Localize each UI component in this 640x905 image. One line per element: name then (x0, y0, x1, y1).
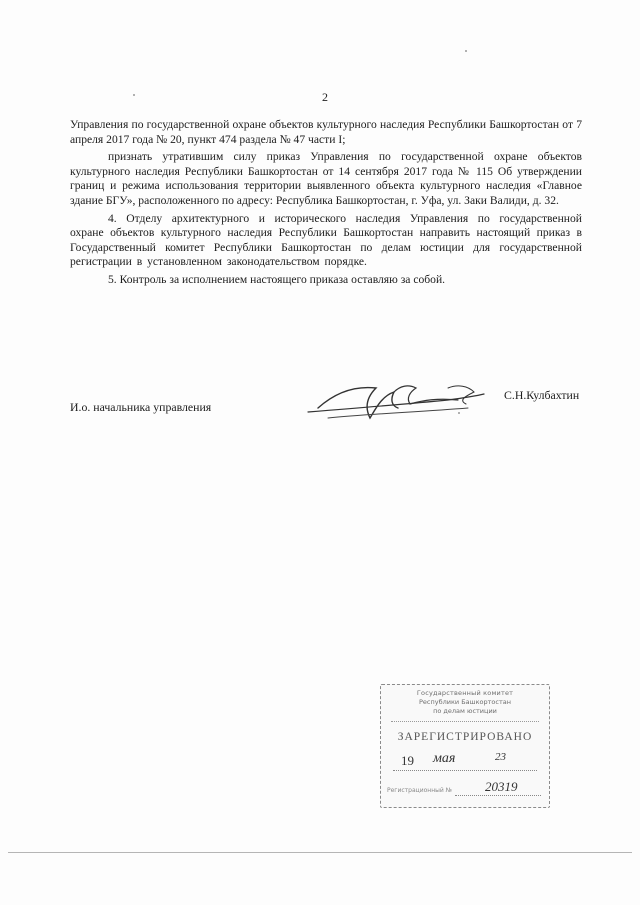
handwritten-signature (298, 378, 488, 426)
stamp-date (393, 751, 537, 773)
paragraph-4: 5. Контроль за исполнением настоящего приказа оставляю за собой. (108, 272, 446, 286)
stamp-reg-number: 20319 (485, 779, 518, 794)
scan-edge-line (8, 852, 632, 853)
scan-speck (465, 50, 467, 52)
stamp-registration-number (385, 779, 545, 801)
signatory-name: С.Н.Кулбахтин (504, 388, 580, 402)
stamp-line-1: Государственный комитет (416, 689, 514, 697)
document-body (70, 118, 582, 291)
stamp-date-day: 19 (401, 753, 414, 768)
signatory-title: И.о. начальника управления (70, 400, 212, 414)
stamp-date-underline (393, 770, 537, 771)
stamp-reg-label: Регистрационный № (387, 787, 452, 794)
stamp-divider (391, 721, 539, 722)
stamp-date-month: мая (433, 751, 456, 766)
stamp-registered-label: ЗАРЕГИСТРИРОВАНО (397, 731, 533, 743)
registration-stamp (380, 684, 550, 808)
stamp-date-year: 23 (495, 751, 506, 763)
scan-speck (458, 412, 460, 414)
scan-speck (133, 94, 135, 96)
paragraph-2: признать утратившим силу приказ Управления по государственной охране объектов культурного наследия Республики Башкортостан от 14 сентября 2017 года № 115 Об утверждении границ и режима использования территории выявленного объекта культурного наследия «Главное здание БГУ», расположенного по адресу: Республика Башкортостан, г. Уфа, ул. Заки Валиди, д. 32. (70, 150, 582, 207)
paragraph-1: Управления по государственной охране объектов культурного наследия Республики Башкортостан от 7 апреля 2017 года № 20, пункт 474 раздела № 47 части I; (70, 118, 582, 146)
stamp-line-2: Республики Башкортостан (419, 698, 511, 706)
stamp-reg-underline (455, 795, 541, 796)
signature-block (70, 378, 600, 428)
page-number: 2 (322, 90, 328, 104)
paragraph-3: 4. Отделу архитектурного и исторического наследия Управления по государственной охране объектов культурного наследия Республики Башкортостан направить настоящий приказ в Государственный комитет Республики Башкортостан по делам юстиции для государственной регистрации в установленном законодательством порядке. (70, 211, 582, 269)
stamp-line-3: по делам юстиции (433, 707, 497, 715)
